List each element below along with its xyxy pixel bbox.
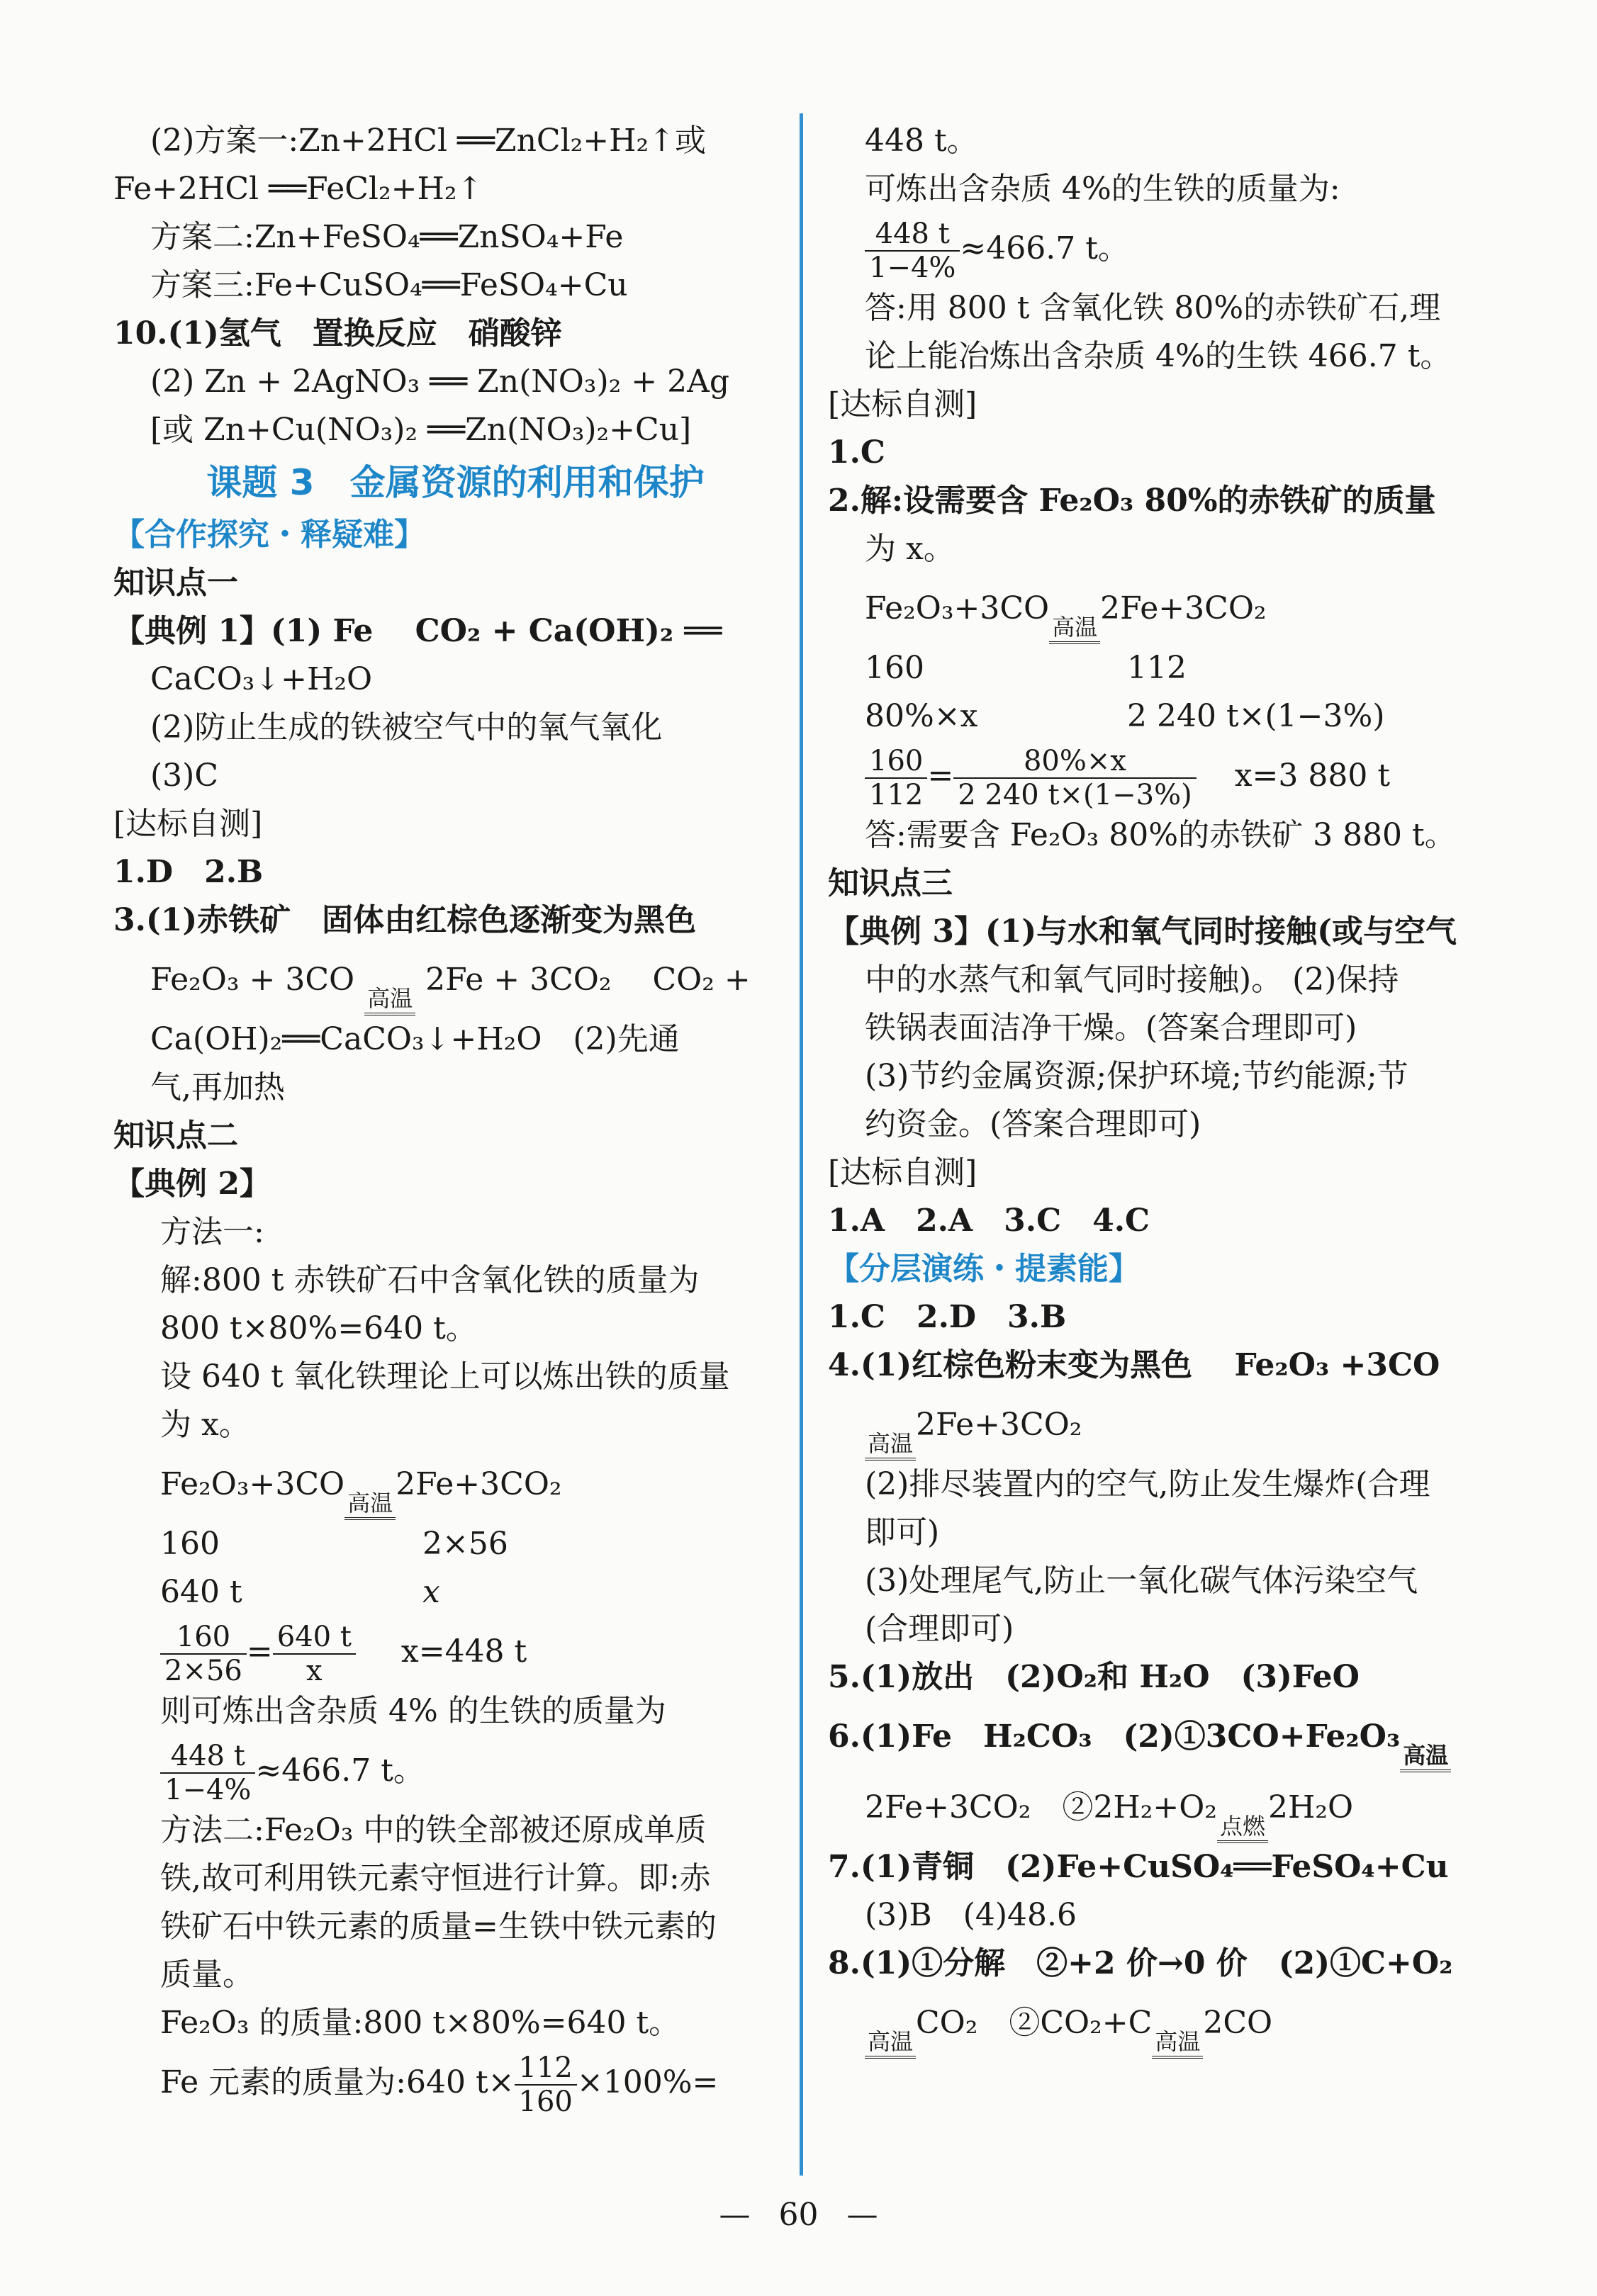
reaction-condition: 高温 [865,1429,916,1461]
text-line: 可炼出含杂质 4%的生铁的质量为: [865,171,1340,207]
text-line: 8.(1)①分解 ②+2 价→0 价 (2)①C+O₂ [828,1945,1453,1981]
result: x=448 t [400,1633,527,1670]
ratio-row: 80%×x 2 240 t×(1−3%) [865,698,1385,734]
fraction: $\frac{112}{160}$ [515,2052,577,2118]
text-line: 1.C [828,434,885,471]
reaction-condition: 高温 [364,984,415,1015]
text-line: 设 640 t 氧化铁理论上可以炼出铁的质量 [160,1358,730,1395]
column-divider [800,113,803,2176]
knowledge-point-heading: 知识点一 [113,565,238,601]
text-line: (2)方案一:Zn+2HCl ══ZnCl₂+H₂↑或 [150,123,707,159]
text-line: 答:用 800 t 含氧化铁 80%的赤铁矿石,理 [865,290,1441,326]
proportion-line: $\frac{160}{112}$ = $\frac{80\%\times x}{2 240 t\times(1-3\%)}$ x=3 880 t [828,741,1512,811]
ratio-row: 160 2×56 [160,1526,508,1562]
text-line: 铁矿石中铁元素的质量=生铁中铁元素的 [160,1908,717,1945]
text-line: (2)排尽装置内的空气,防止发生爆炸(合理 [865,1466,1430,1502]
test-heading: [达标自测] [828,386,977,422]
fraction: $\frac{160}{112}$ [865,745,927,811]
lesson-title: 课题 3 金属资源的利用和保护 [206,462,705,503]
reaction-condition: 高温 [1049,613,1100,644]
text-line: 解:800 t 赤铁矿石中含氧化铁的质量为 [160,1262,700,1298]
text-line: (3)节约金属资源;保护环境;节约能源;节 [865,1058,1408,1094]
ratio-row: 160 112 [865,650,1187,686]
text-line: 3.(1)赤铁矿 固体由红棕色逐渐变为黑色 [113,902,697,938]
text-line: 1.A 2.A 3.C 4.C [828,1203,1150,1239]
equation-products: 2Fe+3CO₂ [1100,590,1267,626]
equation-reactants: Fe₂O₃+3CO [160,1466,345,1502]
text-line: [或 Zn+Cu(NO₃)₂ ══Zn(NO₃)₂+Cu] [150,412,692,448]
section-heading: 【分层演练・提素能】 [828,1251,1140,1287]
text-line: 质量。 [160,1957,254,1993]
text-line: (3)C [150,758,218,794]
equation-line: 6.(1)Fe H₂CO₃ (2)①3CO+Fe₂O₃ 高温 [828,1701,1512,1772]
text-line: 1.C 2.D 3.B [828,1299,1067,1335]
text-line: 铁锅表面洁净干燥。(答案合理即可) [865,1010,1357,1046]
fraction: $\frac{448 t}{1-4\%}$ [865,218,960,284]
reaction-condition: 高温 [1152,2027,1203,2059]
text-line: 2.解:设需要含 Fe₂O₃ 80%的赤铁矿的质量 [828,483,1436,519]
text-line: (3)B (4)48.6 [865,1897,1077,1933]
text-line: 约资金。(答案合理即可) [865,1106,1201,1142]
equation-line [828,1390,1512,1461]
example-heading: 【典例 2】 [113,1166,271,1202]
ratio-row: 640 t x [160,1574,440,1610]
text-line: (3)处理尾气,防止一氧化碳气体污染空气 [865,1563,1418,1599]
text-line: 方案三:Fe+CuSO₄══FeSO₄+Cu [150,267,628,303]
text-line: 448 t。 [865,123,978,159]
equation-line [828,573,1512,644]
proportion-line: $\frac{160}{2\times 56}$ = $\frac{640 t}{x}$ x=448 t [113,1616,797,1687]
fraction-line: $\frac{448 t}{1-4\%}$ ≈466.7 t。 [113,1735,797,1806]
text-line: (合理即可) [865,1611,1014,1647]
knowledge-point-heading: 知识点二 [113,1118,238,1154]
text-line: 800 t×80%=640 t。 [160,1310,477,1346]
equation-line: 2Fe+3CO₂ ②2H₂+O₂ 点燃 2H₂O [828,1772,1512,1843]
text-line: Ca(OH)₂══CaCO₃↓+H₂O (2)先通 [150,1021,680,1057]
fraction: $\frac{448 t}{1-4\%}$ [160,1740,255,1806]
text-line: 方案二:Zn+FeSO₄══ZnSO₄+Fe [150,219,624,255]
equation-products: 2Fe + 3CO₂ CO₂ + [425,962,751,998]
text-line: 方法一: [160,1214,264,1250]
text-line: 铁,故可利用铁元素守恒进行计算。即:赤 [160,1860,711,1896]
right-column [828,117,1512,2059]
fraction: $\frac{640 t}{x}$ [273,1621,356,1687]
text-line: 答:需要含 Fe₂O₃ 80%的赤铁矿 3 880 t。 [865,817,1456,853]
text-line: 论上能冶炼出含杂质 4%的生铁 466.7 t。 [865,338,1452,374]
reaction-condition: 高温 [344,1489,396,1520]
equation-line [113,1449,797,1520]
text-line: 【典例 1】(1) Fe CO₂ + Ca(OH)₂ ══ [113,613,722,649]
equation-line [113,945,797,1015]
equation-reactants: Fe₂O₃ + 3CO [150,962,355,998]
left-column [113,117,797,2118]
page-number: — 60 — [719,2197,878,2233]
equation-reactants: Fe₂O₃+3CO [865,590,1050,626]
reaction-condition: 点燃 [1217,1812,1268,1843]
result: x=3 880 t [1234,758,1390,794]
text-line: 气,再加热 [150,1069,285,1105]
equation-products: 2Fe+3CO₂ [396,1466,562,1502]
fraction: $\frac{80\%\times x}{2 240 t\times(1-3\%)}$ [953,745,1196,811]
text-line: 为 x。 [160,1407,250,1443]
equation-line: 高温 CO₂ ②CO₂+C 高温 2CO [828,1988,1512,2059]
reaction-condition: 高温 [1400,1741,1451,1772]
text-line: 中的水蒸气和氧气同时接触)。 (2)保持 [865,962,1399,998]
text-line: (2) Zn + 2AgNO₃ ══ Zn(NO₃)₂ + 2Ag [150,364,730,400]
section-heading: 【合作探究・释疑难】 [113,517,425,553]
text-line: 7.(1)青铜 (2)Fe+CuSO₄══FeSO₄+Cu [828,1849,1449,1885]
text-line: 10.(1)氢气 置换反应 硝酸锌 [113,315,562,351]
test-heading: [达标自测] [828,1154,977,1191]
fraction-line: Fe 元素的质量为:640 t× $\frac{112}{160}$ ×100%= [160,2051,719,2118]
text-line: 4.(1)红棕色粉末变为黑色 Fe₂O₃ +3CO [828,1347,1440,1383]
text-line: 则可炼出含杂质 4% 的生铁的质量为 [160,1693,666,1729]
text-line: 1.D 2.B [113,854,264,890]
fraction-line: $\frac{448 t}{1-4\%}$ ≈466.7 t。 [828,213,1512,284]
text-line: Fe₂O₃ 的质量:800 t×80%=640 t。 [160,2005,680,2041]
text-line: 方法二:Fe₂O₃ 中的铁全部被还原成单质 [160,1812,707,1848]
text-line: (2)防止生成的铁被空气中的氧气氧化 [150,709,663,745]
test-heading: [达标自测] [113,806,263,842]
reaction-condition: 高温 [865,2027,916,2059]
text-line: Fe+2HCl ══FeCl₂+H₂↑ [113,171,483,207]
text-line: CaCO₃↓+H₂O [150,661,373,697]
text-line: 即可) [865,1514,940,1551]
text-line: 【典例 3】(1)与水和氧气同时接触(或与空气 [828,913,1457,950]
equation-products: 2Fe+3CO₂ [916,1407,1082,1443]
fraction: $\frac{160}{2\times 56}$ [160,1621,247,1687]
text-line: 为 x。 [865,531,955,567]
text-line: 5.(1)放出 (2)O₂和 H₂O (3)FeO [828,1659,1360,1695]
knowledge-point-heading: 知识点三 [828,865,953,901]
